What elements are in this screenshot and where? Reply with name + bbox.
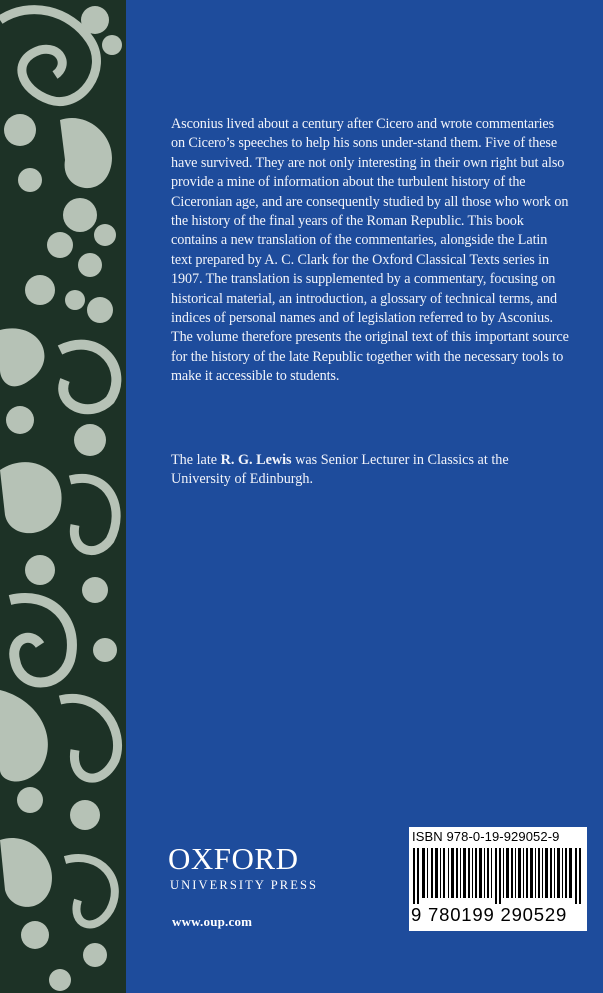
publisher-url[interactable]: www.oup.com <box>172 914 253 929</box>
publisher-logo <box>168 843 328 893</box>
publisher-logo-main: OXFORD <box>168 841 299 876</box>
ornamental-relief-image <box>0 0 126 993</box>
blurb-paragraph: Asconius lived about a century after Cicero and wrote commentaries on Cicero’s speeches to help his sons under-stand them. Five of these have survived. They are not only interesting in their own right but also provide a mine of information about the turbulent history of the Ciceronian age, and are consequently studied by all those who work on the history of the final years of the Roman Republic. This book contains a new translation of the commentaries, alongside the Latin text prepared by A. C. Clark for the Oxford Classical Texts series in 1907. The translation is supplemented by a commentary, focusing on historical material, an introduction, a glossary of technical terms, and indices of personal names and of legislation referred to by Asconius. The volume therefore presents the original text of this important source for the history of the late Republic together with the necessary tools to make it accessible to students. <box>171 116 569 385</box>
author-prefix: The late <box>171 452 221 468</box>
publisher-logo-sub: UNIVERSITY PRESS <box>170 878 319 892</box>
barcode-digits: 9 780199 290529 <box>411 904 568 925</box>
author-name: R. G. Lewis <box>220 452 292 468</box>
description-blurb <box>171 115 571 387</box>
barcode-bars <box>413 848 583 904</box>
author-suffix: was Senior Lecturer in Classics at the University of Edinburgh. <box>171 452 509 488</box>
isbn-label: ISBN 978-0-19-929052-9 <box>412 829 560 844</box>
author-note <box>171 451 571 490</box>
